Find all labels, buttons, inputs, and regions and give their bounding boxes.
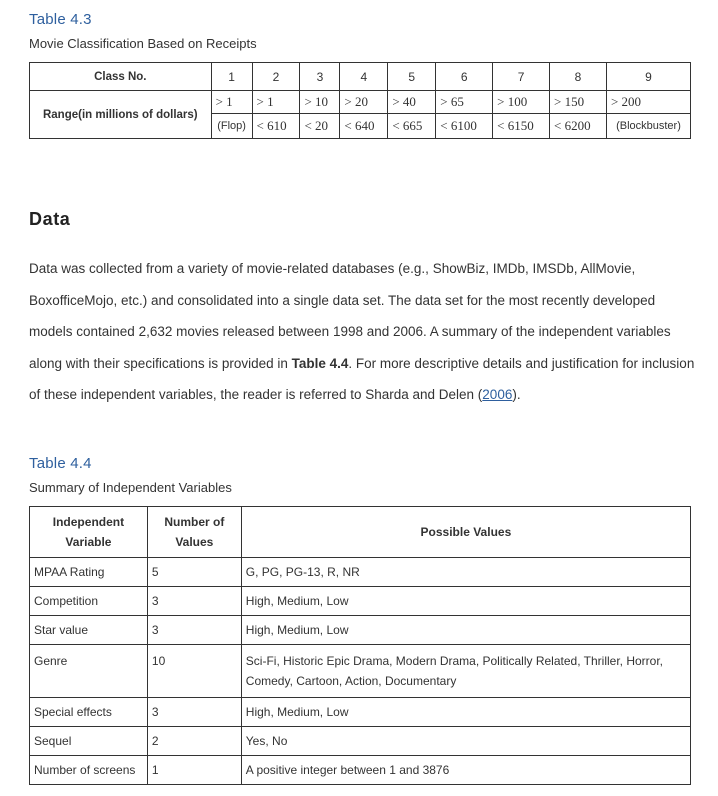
values-cell: G, PG, PG-13, R, NR [241,558,690,587]
class-cell: 1 [211,63,252,91]
header-line: Variable [65,535,112,549]
table-4-4-caption: Summary of Independent Variables [29,480,232,495]
range-lower-cell: > 1 [211,91,252,114]
table-4-3-label: Table 4.3 [29,11,92,28]
table-reference: Table 4.4 [291,355,349,371]
range-lower-cell: > 100 [493,91,550,114]
range-header: Range(in millions of dollars) [30,91,212,139]
class-row [30,63,691,91]
count-cell: 3 [147,616,241,645]
range-upper-cell: < 6200 [550,114,607,139]
variable-cell: Sequel [30,727,148,756]
table-row [30,727,691,756]
variable-cell: Genre [30,645,148,698]
count-cell: 2 [147,727,241,756]
header-independent-variable [30,507,148,558]
variable-cell: Special effects [30,698,148,727]
range-lower-row [30,91,691,114]
class-cell: 2 [252,63,300,91]
table-row [30,645,691,698]
count-cell: 5 [147,558,241,587]
class-cell: 7 [493,63,550,91]
range-lower-cell: > 200 [606,91,690,114]
table-4-4-label: Table 4.4 [29,455,92,472]
range-lower-cell: > 10 [300,91,340,114]
range-lower-cell: > 40 [388,91,436,114]
range-upper-cell: < 665 [388,114,436,139]
table-row [30,698,691,727]
class-cell: 5 [388,63,436,91]
values-cell: High, Medium, Low [241,616,690,645]
paragraph-text: Data was collected from a variety of movie-related databases (e.g., ShowBiz, IMDb, IMSDb, AllMovie, BoxofficeMojo, etc.) and consolidated into a single data set. The data set for the most recently developed models contained 2,632 movies released between 1998 and 2006. A summary of the independent variables along with their specifications is provided in [29,261,671,371]
variable-cell: Number of screens [30,756,148,785]
table-row [30,558,691,587]
count-cell: 3 [147,698,241,727]
data-section-paragraph [29,253,699,411]
data-section-heading: Data [29,209,71,229]
paragraph-text: ). [512,387,521,402]
class-cell: 4 [340,63,388,91]
range-upper-cell: < 6150 [493,114,550,139]
range-upper-cell: (Flop) [211,114,252,139]
class-cell: 3 [300,63,340,91]
header-possible-values: Possible Values [241,507,690,558]
count-cell: 3 [147,587,241,616]
movie-classification-table [29,62,691,139]
range-upper-cell: < 6100 [436,114,493,139]
citation-link[interactable]: 2006 [482,387,513,402]
range-upper-cell: < 610 [252,114,300,139]
class-cell: 6 [436,63,493,91]
values-cell: High, Medium, Low [241,698,690,727]
count-cell: 1 [147,756,241,785]
table-row [30,616,691,645]
header-number-of-values [147,507,241,558]
class-cell: 9 [606,63,690,91]
header-line: Number of [164,515,225,529]
class-cell: 8 [550,63,607,91]
range-lower-cell: > 150 [550,91,607,114]
count-cell: 10 [147,645,241,698]
class-number-header: Class No. [30,63,212,91]
range-lower-cell: > 20 [340,91,388,114]
values-cell: Yes, No [241,727,690,756]
range-lower-cell: > 1 [252,91,300,114]
range-upper-cell: (Blockbuster) [606,114,690,139]
values-cell: Sci-Fi, Historic Epic Drama, Modern Drama, Politically Related, Thriller, Horror, Comedy, Cartoon, Action, Documentary [241,645,690,698]
paragraph-text: . For more descriptive details and justification for inclusion of these independent variables, the reader is referred to Sharda and Delen ( [29,355,695,402]
independent-variables-table [29,506,691,785]
table-row [30,587,691,616]
range-upper-cell: < 640 [340,114,388,139]
table-4-3-caption: Movie Classification Based on Receipts [29,36,257,51]
header-row [30,507,691,558]
values-cell: A positive integer between 1 and 3876 [241,756,690,785]
variable-cell: Competition [30,587,148,616]
header-line: Independent [52,515,125,529]
header-line: Values [175,535,214,549]
variable-cell: MPAA Rating [30,558,148,587]
values-cell: High, Medium, Low [241,587,690,616]
range-upper-cell: < 20 [300,114,340,139]
table-row [30,756,691,785]
variable-cell: Star value [30,616,148,645]
range-lower-cell: > 65 [436,91,493,114]
